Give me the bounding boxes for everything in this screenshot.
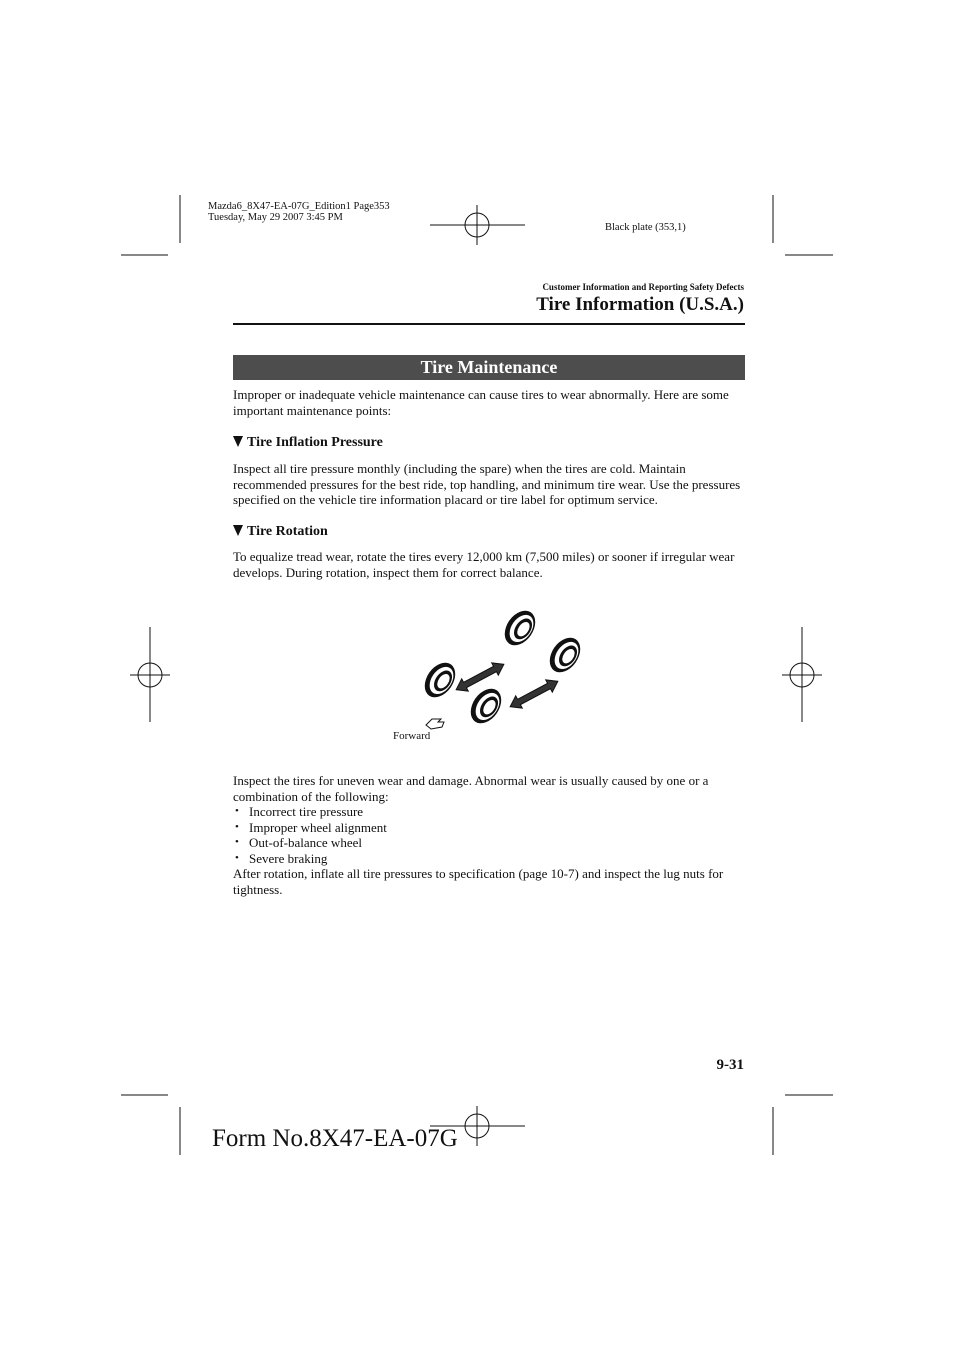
intro-paragraph: Improper or inadequate vehicle maintenance can cause tires to wear abnormally. Here are some important maintenance points: <box>233 387 729 418</box>
list-item: • Incorrect tire pressure <box>233 804 748 820</box>
print-file-line: Mazda6_8X47-EA-07G_Edition1 Page353 <box>208 201 390 212</box>
after-rotation-paragraph: After rotation, inflate all tire pressures to specification (page 10-7) and inspect the lug nuts for tightness. <box>233 866 724 897</box>
list-item: • Severe braking <box>233 851 748 867</box>
inflation-heading <box>233 435 383 451</box>
triangle-bullet-icon <box>233 436 243 447</box>
header-rule <box>233 323 745 325</box>
wear-intro-paragraph: Inspect the tires for uneven wear and damage. Abnormal wear is usually caused by one or a combination of the following: <box>233 773 709 804</box>
list-item: • Improper wheel alignment <box>233 820 748 836</box>
black-plate-label: Black plate (353,1) <box>605 222 686 233</box>
tire-right-front-icon <box>498 605 541 651</box>
chapter-title: Tire Information (U.S.A.) <box>536 294 744 315</box>
tire-left-rear-icon <box>464 683 507 729</box>
page-number: 9-31 <box>716 1057 744 1073</box>
forward-label: Forward <box>393 730 431 742</box>
section-label: Customer Information and Reporting Safety Defects <box>542 282 744 292</box>
tire-right-rear-icon <box>543 632 586 678</box>
list-item: • Out-of-balance wheel <box>233 835 748 851</box>
inflation-paragraph: Inspect all tire pressure monthly (including the spare) when the tires are cold. Maintain recommended pressures for the best ride, top handling, and minimum tire wear. Use the pressures specified on the vehicle tire information placard or tire label for optimum service. <box>233 461 741 508</box>
banner-title: Tire Maintenance <box>420 357 558 377</box>
rotation-arrow-right-icon <box>507 675 561 713</box>
wear-causes-list <box>233 804 748 867</box>
rotation-heading-text: Tire Rotation <box>247 524 328 539</box>
inflation-heading-text: Tire Inflation Pressure <box>247 435 383 450</box>
triangle-bullet-icon <box>233 525 243 536</box>
rotation-heading <box>233 524 328 540</box>
rotation-paragraph: To equalize tread wear, rotate the tires every 12,000 km (7,500 miles) or sooner if irregular wear develops. During rotation, inspect them for correct balance. <box>233 549 735 580</box>
forward-pointer-icon <box>426 719 444 729</box>
form-number: Form No.8X47-EA-07G <box>212 1125 458 1152</box>
rotation-arrow-left-icon <box>453 658 507 696</box>
tire-left-front-icon <box>418 657 461 703</box>
tire-rotation-diagram <box>390 600 600 735</box>
section-banner <box>233 355 745 380</box>
print-date-line: Tuesday, May 29 2007 3:45 PM <box>208 212 343 223</box>
